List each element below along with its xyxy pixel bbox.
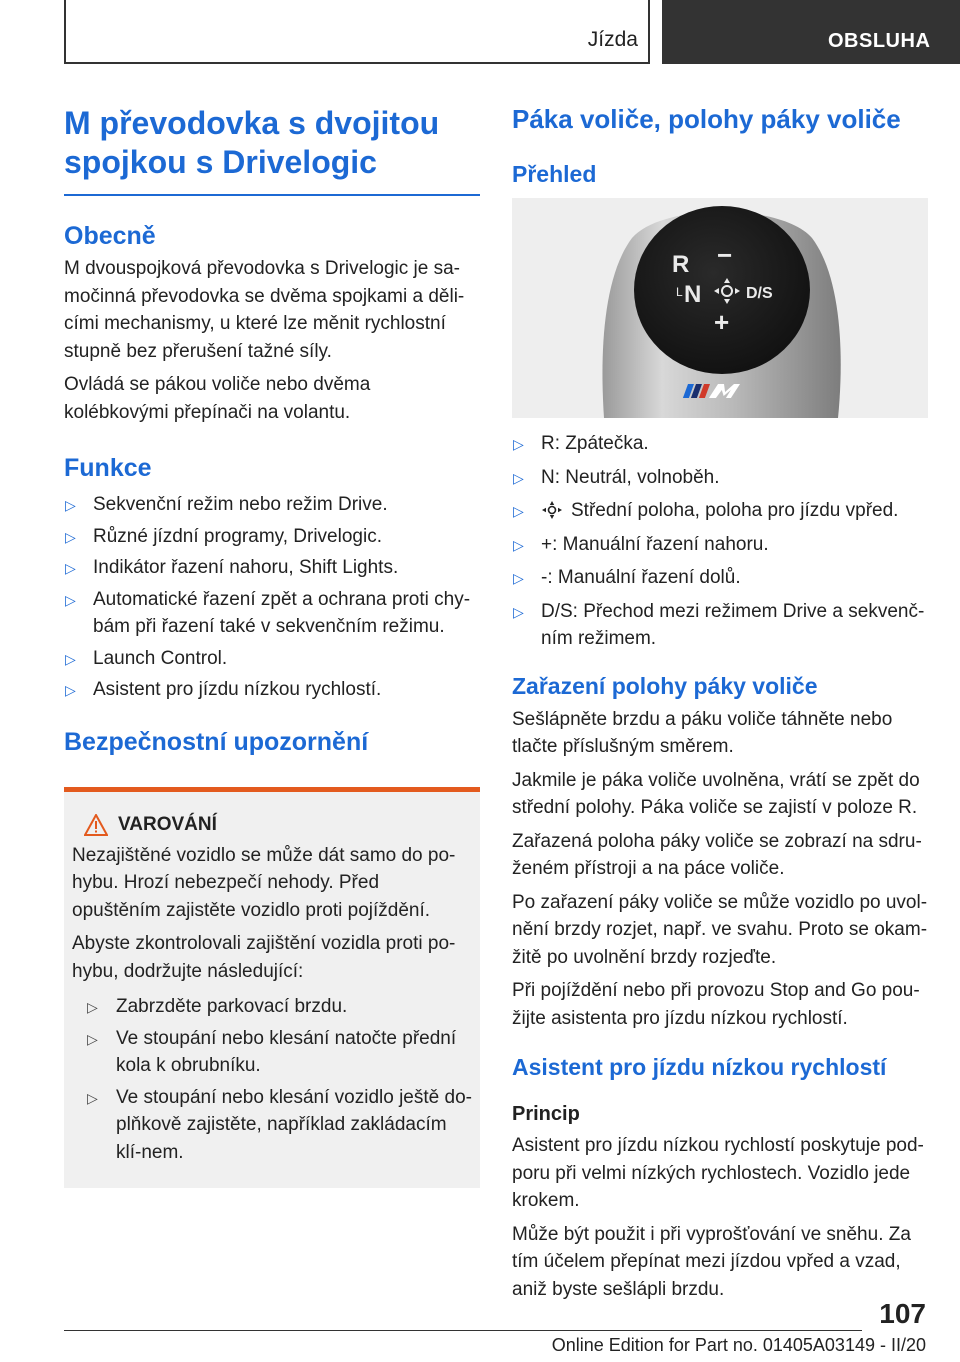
warning-triangle-icon [84,814,108,836]
paragraph: Při pojíždění nebo při provozu Stop and Go pou-žijte asistenta pro jízdu nízkou rychlostí. [512,980,920,1029]
triangle-bullet-icon: ▷ [513,469,524,486]
list-item: ▷ Střední poloha, poloha pro jízdu vpřed. [512,497,928,525]
list-item: ▷ N: Neutrál, volnoběh. [512,464,928,492]
heading-overview: Přehled [512,161,597,187]
knob-label-ds: D/S [746,285,773,302]
triangle-bullet-icon: ▷ [65,528,76,545]
title-rule [64,194,480,196]
left-column [64,104,480,1188]
list-item: ▷ Asistent pro jízdu nízkou rychlostí. [64,676,480,704]
knob-label-r: R [672,251,690,278]
list-item: ▷ Ve stoupání nebo klesání natočte přední kola k obrubníku. [87,1027,457,1076]
footer-edition: Online Edition for Part no. 01405A03149 - II/20 [551,1335,926,1355]
warning-paragraph: Abyste zkontrolovali zajištění vozidla proti po-hybu, dodržujte následující: [72,933,456,982]
triangle-bullet-icon: ▷ [65,682,76,698]
list-item: ▷ Zabrzděte parkovací brzdu. [72,993,472,1021]
right-column [512,104,928,1303]
paragraph: Může být použit i při vyprošťování ve sněhu. Za tím účelem přepínat mezi jízdou vpřed a vzad, aniž byste sešlápli brzdu. [512,1223,911,1300]
paragraph: Ovládá se pákou voliče nebo dvěma kolébkovými přepínači na volantu. [64,374,371,423]
knob-label-l: L [676,285,683,299]
list-item: ▷ Ve stoupání nebo klesání vozidlo ještě do-plňkově zajistěte, například zakládacím klí-nem. [87,1086,472,1163]
triangle-bullet-icon: ▷ [513,603,524,620]
triangle-bullet-icon: ▷ [65,650,76,667]
warning-list [72,993,472,1166]
paragraph: Jakmile je páka voliče uvolněna, vrátí se zpět do střední polohy. Páka voliče se zajistí v poloze R. [512,769,920,818]
list-item: ▷ Automatické řazení zpět a ochrana proti chy-bám při řazení také v sekvenčním režimu. [65,588,471,637]
section-title: Jízda [587,28,638,51]
list-item: ▷ D/S: Přechod mezi režimem Drive a sekvenč-ním režimem. [513,600,925,649]
triangle-bullet-icon: ▷ [65,497,76,513]
list-item: ▷ Launch Control. [64,645,480,673]
knob-label-minus: − [717,240,733,270]
heading-engage: Zařazení polohy páky voliče [512,672,818,699]
center-position-icon [541,501,563,519]
warning-title: VAROVÁNÍ [72,814,472,836]
page-number: 107 [879,1298,926,1329]
knob-label-n: N [684,281,702,308]
triangle-bullet-icon: ▷ [87,1089,98,1106]
page-title: M převodovka s dvojitou spojkou s Drivelogic [64,105,440,180]
list-item: ▷ -: Manuální řazení dolů. [512,564,928,592]
knob-label-plus: + [714,307,730,337]
triangle-bullet-icon: ▷ [65,560,76,576]
paragraph: Zařazená poloha páky voliče se zobrazí na sdru-ženém přístroji a na páce voliče. [512,830,922,879]
heading-lowspeed: Asistent pro jízdu nízkou rychlostí [512,1054,887,1080]
header-frame [64,0,650,64]
gear-knob-image [512,198,928,418]
triangle-bullet-icon: ▷ [513,570,524,586]
heading-functions: Funkce [64,454,152,482]
triangle-bullet-icon: ▷ [65,591,76,608]
heading-general: Obecně [64,222,156,250]
paragraph: Asistent pro jízdu nízkou rychlostí poskytuje pod-poru při velmi nízkých rychlostech. Vozidlo jede krokem. [512,1135,924,1211]
triangle-bullet-icon: ▷ [513,436,524,452]
heading-selector: Páka voliče, polohy páky voliče [512,104,901,134]
triangle-bullet-icon: ▷ [513,536,524,553]
subheading-principle: Princip [512,1103,580,1125]
positions-list [512,430,928,653]
footer-rule [64,1330,862,1331]
triangle-bullet-icon: ▷ [87,1030,98,1047]
warning-paragraph: Nezajištěné vozidlo se může dát samo do po-hybu. Hrozí nebezpečí nehody. Před opuštěním zajistěte vozidlo proti pojíždění. [72,844,456,921]
heading-safety: Bezpečnostní upozornění [64,727,369,756]
warning-box [64,787,480,1189]
paragraph: M dvouspojková převodovka s Drivelogic je sa-močinná převodovka se dvěma spojkami a děli-cími mechanismy, u které lze měnit rychlostní stupně bez přerušení tažné síly. [64,258,465,362]
triangle-bullet-icon: ▷ [87,999,98,1015]
paragraph: Po zařazení páky voliče se může vozidlo po uvol-nění brzdy rozjet, např. ve svahu. Proto se okam-žitě po uvolnění brzdy rozjeďte. [512,891,928,968]
list-item: ▷ Různé jízdní programy, Drivelogic. [64,523,480,551]
list-item: ▷ Indikátor řazení nahoru, Shift Lights. [64,554,480,582]
list-item: ▷ +: Manuální řazení nahoru. [512,531,928,559]
chapter-tab: OBSLUHA [662,0,960,64]
gear-selector-illustration [512,198,928,418]
paragraph: Sešlápněte brzdu a páku voliče táhněte nebo tlačte příslušným směrem. [512,708,893,757]
functions-list [64,491,480,704]
list-item: ▷ R: Zpátečka. [512,430,928,458]
list-item: ▷ Sekvenční režim nebo režim Drive. [64,491,480,519]
triangle-bullet-icon: ▷ [513,503,524,519]
